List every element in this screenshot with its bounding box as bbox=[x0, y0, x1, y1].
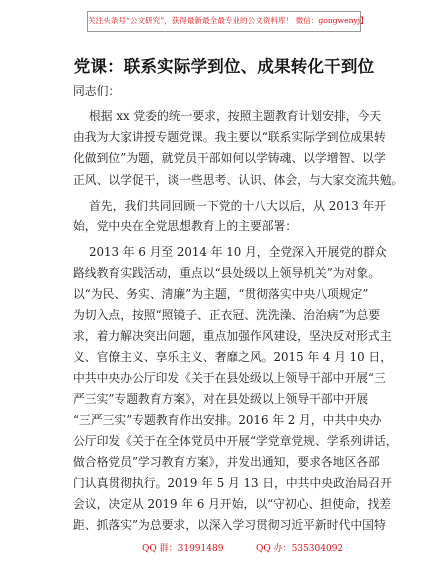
body-line: 为切入点，按照“照镜子、正衣冠、洗洗澡、治治病”为总要 bbox=[73, 308, 380, 322]
body-line: 严三实”专题教育方案》，对在县处级以上领导干部中开展 bbox=[73, 392, 369, 406]
body-line: 正风、以学促干，谈一些思考、认识、体会，与大家交流共勉。 bbox=[73, 173, 404, 187]
body-line: 会议，决定从 2019 年 6 月开始，以“守初心、担使命，找差 bbox=[73, 497, 392, 511]
body-line: 路线教育实践活动，重点以“县处级以上领导机关”为对象。 bbox=[73, 266, 380, 280]
body-line: 2013 年 6 月至 2014 年 10 月，全党深入开展党的群众 bbox=[89, 245, 387, 259]
body-line: 距、抓落实”为总要求，以深入学习贯彻习近平新时代中国特 bbox=[73, 518, 386, 532]
body-line: 始，党中央在全党思想教育上的主要部署： bbox=[73, 219, 298, 233]
body-line: 中共中央办公厅印发《关于在县处级以上领导干部中开展“三 bbox=[73, 371, 386, 385]
body-line: 由我为大家讲授专题党课。我主要以“联系实际学到位成果转 bbox=[73, 130, 386, 144]
header-notice-box bbox=[87, 11, 368, 32]
body-line: 化做到位”为题，就党员干部如何以学铸魂、以学增智、以学 bbox=[73, 151, 386, 165]
body-line: 求，着力解决突出问题，重点加强作风建设，坚决反对形式主 bbox=[73, 329, 392, 343]
footer-qq-office: QQ 办：535304092 bbox=[256, 544, 344, 554]
body-line: 公厅印发《关于在全体党员中开展“学党章党规、学系列讲话， bbox=[73, 434, 398, 448]
body-line: 以“为民、务实、清廉”为主题，“贯彻落实中央八项规定” bbox=[73, 287, 369, 301]
footer-qq-group: QQ 群：31991489 bbox=[142, 544, 224, 554]
salutation: 同志们： bbox=[73, 84, 121, 98]
body-line: 义、官僚主义、享乐主义、奢靡之风。2015 年 4 月 10 日， bbox=[73, 350, 393, 364]
document-title: 党课：联系实际学到位、成果转化干到位 bbox=[73, 57, 375, 76]
header-notice: 关注头条号“公文研究”，获得最新最全最专业的公文资料库！ 微信：gongwenyj】 bbox=[88, 16, 368, 25]
body-line: 根据 xx 党委的统一要求，按照主题教育计划安排，今天 bbox=[89, 109, 382, 123]
body-line: “三严三实”专题教育作出安排。2016 年 2 月，中共中央办 bbox=[73, 413, 382, 427]
body-line: 门认真贯彻执行。2019 年 5 月 13 日，中共中央政治局召开 bbox=[73, 476, 393, 490]
body-line: 首先，我们共同回顾一下党的十八大以后，从 2013 年开 bbox=[89, 199, 387, 213]
body-line: 做合格党员”学习教育方案》，并发出通知，要求各地区各部 bbox=[73, 455, 380, 469]
